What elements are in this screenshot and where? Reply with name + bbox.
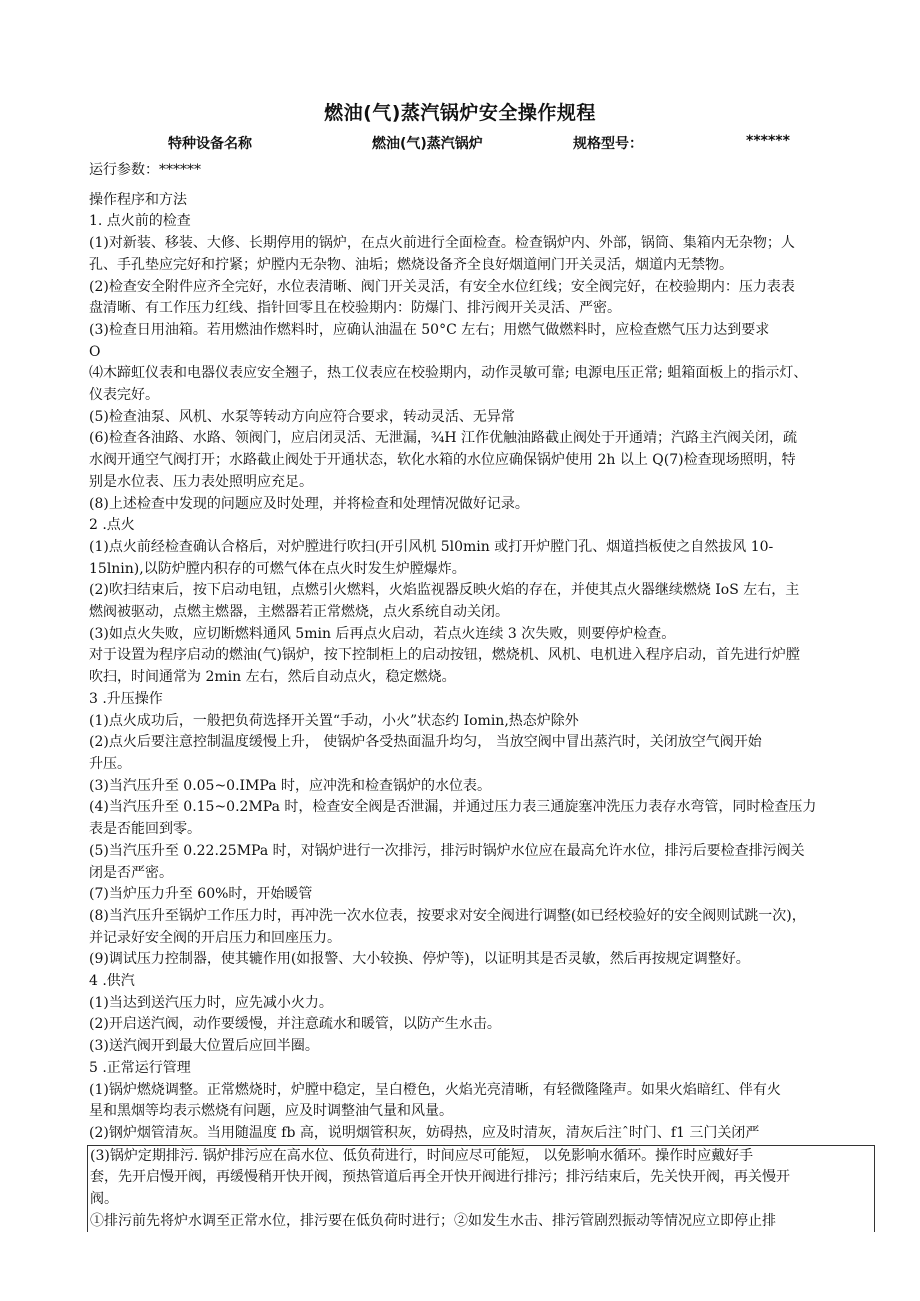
text-line: 操作程序和方法 (89, 191, 187, 208)
text-line: (2)钢炉烟管清灰。当用随温度 fb 高，说明烟管积灰，妨碍热，应及时清灰，清灰后注ˆ时门、f1 三门关闭严 (89, 1124, 760, 1141)
boxed-section (87, 1145, 875, 1233)
text-line: 套，先开启慢开阀，再缓慢稍开快开阀，预热管道后再全开快开阀进行排污；排污结束后，先关快开阀，再关慢开 (90, 1169, 790, 1186)
text-line: (1)对新装、移装、大修、长期停用的锅炉，在点火前进行全面检查。检查锅炉内、外部，锅筒、集箱内无杂物；人 (89, 235, 795, 252)
text-line: 1. 点火前的检查 (89, 213, 191, 230)
text-line: (8)当汽压升至锅炉工作压力时，再冲洗一次水位表，按要求对安全阀进行调整(如已经校验好的安全阀则试跳一次)， (89, 907, 806, 924)
operating-params: 运行参数：****** (89, 162, 201, 178)
text-line: 5 .正常运行管理 (89, 1059, 191, 1076)
equipment-name-label: 特种设备名称 (168, 136, 252, 152)
text-line: 盘清晰、有工作压力红线、指针回零且在校验期内：防爆门、排污阀开关灵活、严密。 (89, 300, 621, 317)
text-line: 4 .供汽 (89, 973, 135, 990)
procedure-lines (89, 190, 873, 1145)
text-line: (3)检查日用油箱。若用燃油作燃料时，应确认油温在 50°C 左右；用燃气做燃料时，应检查燃气压力达到要求 (89, 321, 770, 338)
text-line: (3)当汽压升至 0.05~0.IMPa 时，应冲洗和检查锅炉的水位表。 (89, 777, 491, 794)
text-line: 水阀开通空气阀打开；水路截止阀处于开通状态，软化水箱的水位应确保锅炉使用 2h 以上 Q(7)检查现场照明，特 (89, 452, 796, 469)
text-line: 2 .点火 (89, 517, 135, 534)
text-line: (1)点火成功后，一般把负荷选择开关置“手动，小火”状态约 Iomin,热态炉除外 (89, 712, 579, 729)
text-line: (1)锅炉燃烧调整。正常燃烧时，炉膛中稳定，呈白橙色，火焰光亮清晰，有轻微隆隆声。如果火焰暗红、伴有火 (89, 1081, 781, 1098)
text-line: 3 .升压操作 (89, 690, 163, 707)
text-line: 闭是否严密。 (89, 864, 173, 881)
text-line: 阀。 (90, 1191, 118, 1208)
text-line: (2)检查安全附件应齐全完好，水位表清晰、阀门开关灵活，有安全水位红线；安全阀完好，在校验期内：压力表表 (89, 278, 795, 295)
text-line: 别是水位表、压力表处照明应充足。 (89, 473, 313, 490)
text-line: (2)点火后要注意控制温度缓慢上升， 使锅炉各受热面温升均匀， 当放空阀中冒出蒸汽时，关闭放空气阀开始 (89, 734, 762, 751)
text-line: (3)如点火失败，应切断燃料通风 5min 后再点火启动，若点火连续 3 次失败，则要停炉检查。 (89, 625, 676, 642)
text-line: (5)当汽压升至 0.22.25MPa 时，对锅炉进行一次排污，排污时锅炉水位应在最高允许水位，排污后要检查排污阀关 (89, 842, 805, 859)
text-line: ⑷木蹄虹仪表和电器仪表应安全翘子，热工仪表应在校验期内，动作灵敏可靠; 电源电压正常; 蛆箱面板上的指示灯、 (89, 365, 808, 382)
model-label: 规格型号： (573, 136, 643, 152)
text-line: 吹扫，时间通常为 2min 左右，然后自动点火，稳定燃烧。 (89, 669, 456, 686)
equipment-name-value: 燃油(气)蒸汽锅炉 (372, 136, 483, 152)
text-line: (1)当达到送汽压力时，应先减小火力。 (89, 994, 333, 1011)
text-line: ①排污前先将炉水调至正常水位，排污要在低负荷时进行；②如发生水击、排污管剧烈振动等情况应立即停止排 (90, 1212, 776, 1229)
text-line: (3)锅炉定期排污. 锅炉排污应在高水位、低负荷进行，时间应尽可能短， 以免影响水循环。操作时应戴好手 (90, 1147, 754, 1164)
text-line: (3)送汽阀开到最大位置后应回半圈。 (89, 1038, 319, 1055)
text-line: (7)当炉压力升至 60%时，开始暖管 (89, 886, 313, 903)
meta-row (0, 133, 920, 153)
text-line: O (89, 343, 101, 360)
spacer (89, 182, 873, 190)
text-line: 燃阀被驱动，点燃主燃器，主燃器若正常燃烧，点火系统自动关闭。 (89, 604, 509, 621)
text-line: (2)吹扫结束后，按下启动电钮，点燃引火燃料，火焰监视器反映火焰的存在，并使其点火器继续燃烧 IoS 左右，主 (89, 582, 800, 599)
text-line: (4)当汽压升至 0.15~0.2MPa 时，检查安全阀是否泄漏，并通过压力表三通旋塞冲洗压力表存水弯管，同时检查压力 (89, 799, 817, 816)
text-line: 并记录好安全阀的开启压力和回座压力。 (89, 929, 341, 946)
text-line: 孔、手孔垫应完好和拧紧；炉膛内无杂物、油垢；燃烧设备齐全良好烟道闸门开关灵活，烟道内无禁物。 (89, 256, 733, 273)
text-line: 仪表完好。 (89, 387, 159, 404)
model-value: ****** (746, 133, 790, 149)
text-line: (6)检查各油路、水路、领阀门，应启闭灵活、无泄漏，¾H 江作优触油路截止阀处于开通靖；汽路主汽阀关闭，疏 (89, 430, 798, 447)
text-line: (2)开启送汽阀，动作要缓慢，并注意疏水和暖管，以防产生水击。 (89, 1016, 501, 1033)
text-line: (1)点火前经检查确认合格后，对炉膛进行吹扫(开引风机 5l0min 或打开炉膛门孔、烟道挡板使之自然拔风 10- (89, 538, 774, 555)
text-line: (8)上述检查中发现的问题应及时处理，并将检查和处理情况做好记录。 (89, 495, 529, 512)
text-line: 15lnin),以防炉膛内积存的可燃气体在点火时发生炉膛爆炸。 (89, 560, 466, 577)
text-line: (9)调试压力控制器，使其辘作用(如报警、大小较换、停炉等)，以证明其是否灵敏，然后再按规定调整好。 (89, 951, 750, 968)
text-line: 星和黑烟等均表示燃烧有问题，应及时调整油气量和风量。 (89, 1103, 453, 1120)
text-line: 对于设置为程序启动的燃油(气)锅炉，按下控制柜上的启动按钮，燃烧机、风机、电机进入程序启动，首先进行炉膛 (89, 647, 800, 664)
text-line: 表是否能回到零。 (89, 821, 201, 838)
document-body (89, 160, 873, 1232)
text-line: 升压。 (89, 755, 131, 772)
text-line: (5)检查油泵、风机、水泵等转动方向应符合要求，转动灵活、无异常 (89, 408, 515, 425)
document-title: 燃油(气)蒸汽锅炉安全操作规程 (324, 102, 596, 124)
